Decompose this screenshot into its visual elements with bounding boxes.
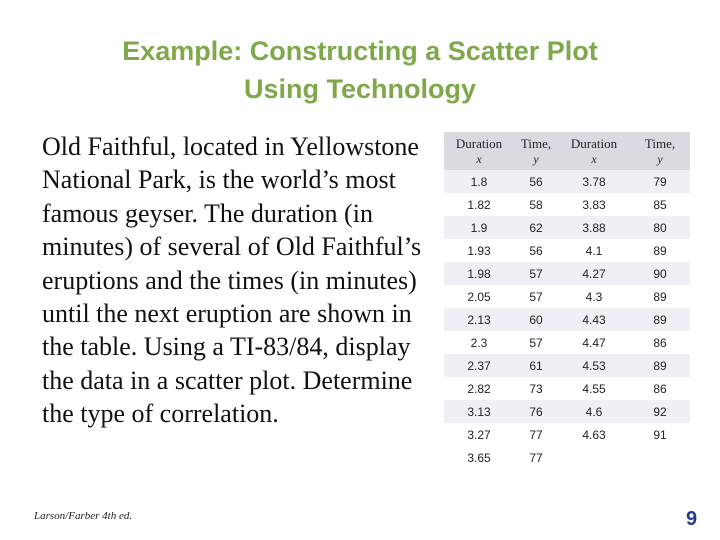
table-row [444,446,690,469]
table-cell: 1.98 [444,262,514,285]
table-cell: 92 [630,400,690,423]
table-cell: 3.13 [444,400,514,423]
table-cell: 2.37 [444,354,514,377]
table-cell: 4.47 [558,331,630,354]
table-cell: 85 [630,193,690,216]
table-cell: 57 [514,262,558,285]
header-variable: x [476,151,482,166]
table-cell: 3.88 [558,216,630,239]
table-row [444,239,690,262]
table-row [444,377,690,400]
table-cell: 1.82 [444,193,514,216]
header-label: Duration [455,135,503,151]
table-cell: 90 [630,262,690,285]
table-row [444,354,690,377]
table-cell: 1.93 [444,239,514,262]
header-duration-x-2 [558,132,630,170]
table-cell: 2.82 [444,377,514,400]
footer-citation: Larson/Farber 4th ed. [34,510,133,522]
table-cell: 89 [630,239,690,262]
table-cell: 3.78 [558,170,630,193]
table-header [444,132,690,170]
table-cell: 62 [514,216,558,239]
slide-title-line-2: Using Technology [243,74,476,104]
table-body [444,170,690,469]
table-row [444,262,690,285]
table-row [444,400,690,423]
header-variable: y [533,151,539,166]
table-cell: 77 [514,423,558,446]
table-cell: 4.3 [558,285,630,308]
page-number: 9 [686,508,698,530]
header-time-y-2 [630,132,690,170]
table-row [444,170,690,193]
table-cell: 56 [514,170,558,193]
table-cell: 4.6 [558,400,630,423]
table-cell: 56 [514,239,558,262]
table-row [444,193,690,216]
header-label: Duration [570,135,618,151]
table-cell: 89 [630,308,690,331]
header-time-y-1 [514,132,558,170]
table-row [444,216,690,239]
table-row [444,285,690,308]
table-cell-empty [558,446,630,469]
table-cell: 57 [514,285,558,308]
table-cell: 3.27 [444,423,514,446]
header-label: Time, [644,135,676,151]
table-cell: 73 [514,377,558,400]
table-cell: 86 [630,331,690,354]
table-cell: 77 [514,446,558,469]
table-cell: 4.55 [558,377,630,400]
table-cell: 4.43 [558,308,630,331]
table-cell: 89 [630,354,690,377]
table-row [444,331,690,354]
table-cell: 76 [514,400,558,423]
table-cell: 2.05 [444,285,514,308]
table-cell: 91 [630,423,690,446]
table-cell: 3.65 [444,446,514,469]
table-cell: 2.3 [444,331,514,354]
table-cell: 2.13 [444,308,514,331]
table-cell: 61 [514,354,558,377]
slide-title [40,32,680,108]
table-cell: 4.1 [558,239,630,262]
table-cell: 3.83 [558,193,630,216]
header-duration-x-1 [444,132,514,170]
header-variable: x [591,151,597,166]
table-row [444,423,690,446]
table-cell: 4.63 [558,423,630,446]
table-cell: 89 [630,285,690,308]
table-cell-empty [630,446,690,469]
slide-body-text: Old Faithful, located in Yellowstone National Park, is the world’s most famous geyser. The duration (in minutes) of several of Old Faithful’s eruptions and the times (in minutes) until the next eruption are shown in the table. Using a TI-83/84, display the data in a scatter plot. Determine the type of correlation. [42,132,422,429]
table-cell: 4.53 [558,354,630,377]
slide-title-line-1: Example: Constructing a Scatter Plot [122,36,598,66]
table-cell: 86 [630,377,690,400]
data-table [444,132,690,469]
table-cell: 58 [514,193,558,216]
table-cell: 79 [630,170,690,193]
table-row [444,308,690,331]
table-cell: 1.9 [444,216,514,239]
table-cell: 80 [630,216,690,239]
table-cell: 1.8 [444,170,514,193]
table-cell: 4.27 [558,262,630,285]
table-cell: 60 [514,308,558,331]
header-variable: y [657,151,663,166]
table-cell: 57 [514,331,558,354]
header-label: Time, [520,135,552,151]
table-header-row [444,132,690,170]
